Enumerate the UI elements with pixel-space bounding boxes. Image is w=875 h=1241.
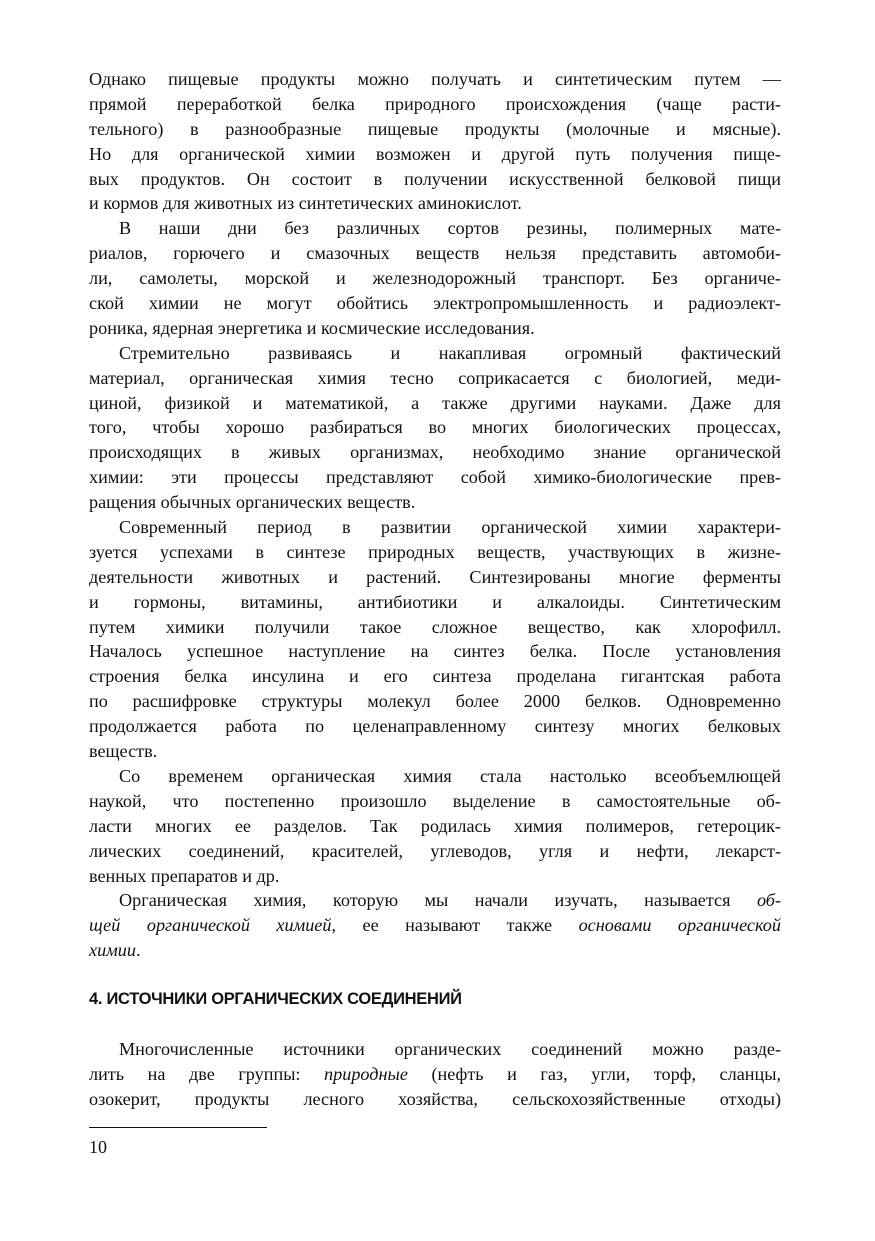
text-line xyxy=(89,117,781,142)
text-segment: ращения обычных органических веществ. xyxy=(89,492,416,513)
text-line xyxy=(89,366,781,391)
text-segment: ской химии не могут обойтись электропромышленность и радиоэлект- xyxy=(89,293,781,314)
text-segment: вых продуктов. Он состоит в получении искусственной белковой пищи xyxy=(89,168,781,189)
italic-term: природные xyxy=(324,1063,408,1084)
text-line xyxy=(89,216,781,241)
text-segment: Многочисленные источники органических соединений можно разде- xyxy=(119,1038,781,1059)
text-segment: лических соединений, красителей, углеводов, угля и нефти, лекарст- xyxy=(89,840,781,861)
italic-term: основами органической xyxy=(578,915,781,936)
text-line xyxy=(89,515,781,540)
text-line xyxy=(89,1087,781,1112)
text-segment: путем химики получили такое сложное вещество, как хлорофилл. xyxy=(89,616,781,637)
text-line xyxy=(89,415,781,440)
page-number: 10 xyxy=(89,1137,107,1157)
text-line xyxy=(89,291,781,316)
text-after-heading xyxy=(89,1037,781,1112)
text-segment: Но для органической химии возможен и другой путь получения пище- xyxy=(89,143,781,164)
paragraph xyxy=(89,764,781,888)
text-segment: (нефть и газ, угли, торф, сланцы, xyxy=(407,1063,782,1084)
text-line xyxy=(89,639,781,664)
text-line xyxy=(89,167,781,192)
text-segment: ли, самолеты, морской и железнодорожный транспорт. Без органиче- xyxy=(89,268,781,289)
text-line xyxy=(89,888,781,913)
text-line xyxy=(89,142,781,167)
text-line xyxy=(89,1037,781,1062)
text-segment: наукой, что постепенно произошло выделение в самостоятельные об- xyxy=(89,790,781,811)
text-line xyxy=(89,938,781,963)
text-segment: происходящих в живых организмах, необходимо знание органической xyxy=(89,442,781,463)
section-heading: 4. ИСТОЧНИКИ ОРГАНИЧЕСКИХ СОЕДИНЕНИЙ xyxy=(89,990,462,1009)
paragraph xyxy=(89,1037,781,1112)
footer-rule xyxy=(89,1127,267,1128)
text-line xyxy=(89,92,781,117)
text-segment: роника, ядерная энергетика и космические исследования. xyxy=(89,317,535,338)
text-line xyxy=(89,191,781,216)
text-segment: по расшифровке структуры молекул более 2000 белков. Одновременно xyxy=(89,691,781,712)
text-before-heading xyxy=(89,67,781,963)
paragraph xyxy=(89,67,781,216)
text-segment: лить на две группы: xyxy=(89,1063,325,1084)
text-segment: деятельности животных и растений. Синтезированы многие ферменты xyxy=(89,566,781,587)
text-line xyxy=(89,490,781,515)
text-segment: веществ. xyxy=(89,741,158,762)
paragraph xyxy=(89,888,781,963)
text-segment: озокерит, продукты лесного хозяйства, сельскохозяйственные отходы) xyxy=(89,1088,781,1109)
text-segment: Стремительно развиваясь и накапливая огромный фактический xyxy=(119,342,781,363)
text-line xyxy=(89,839,781,864)
text-line xyxy=(89,241,781,266)
paragraph xyxy=(89,341,781,515)
text-segment: В наши дни без различных сортов резины, полимерных мате- xyxy=(119,218,781,239)
text-line xyxy=(89,689,781,714)
italic-term: химии xyxy=(89,940,136,961)
text-line xyxy=(89,714,781,739)
text-segment: Однако пищевые продукты можно получать и синтетическим путем — xyxy=(89,69,781,89)
text-line xyxy=(89,67,781,92)
text-segment: риалов, горючего и смазочных веществ нельзя представить автомоби- xyxy=(89,243,781,264)
text-segment: материал, органическая химия тесно соприкасается с биологией, меди- xyxy=(89,367,781,388)
text-segment: Началось успешное наступление на синтез белка. После установления xyxy=(89,641,781,662)
italic-term: об- xyxy=(756,890,781,911)
paragraph xyxy=(89,515,781,764)
text-segment: зуется успехами в синтезе природных веществ, участвующих в жизне- xyxy=(89,541,781,562)
text-line xyxy=(89,590,781,615)
text-line xyxy=(89,1062,781,1087)
text-segment: ласти многих ее разделов. Так родилась химия полимеров, гетероцик- xyxy=(89,815,781,836)
text-line xyxy=(89,465,781,490)
text-segment: и гормоны, витамины, антибиотики и алкалоиды. Синтетическим xyxy=(89,591,781,612)
text-segment: того, чтобы хорошо разбираться во многих биологических процессах, xyxy=(89,417,781,438)
text-line xyxy=(89,789,781,814)
text-line xyxy=(89,565,781,590)
italic-term: щей органической химией xyxy=(89,915,332,936)
text-segment: Органическая химия, которую мы начали изучать, называется xyxy=(119,890,757,911)
page-body xyxy=(89,67,781,1112)
text-segment: строения белка инсулина и его синтеза проделана гигантская работа xyxy=(89,666,781,687)
text-line xyxy=(89,739,781,764)
text-line xyxy=(89,540,781,565)
text-line xyxy=(89,664,781,689)
paragraph xyxy=(89,216,781,340)
text-segment: . xyxy=(135,940,141,961)
text-segment: и кормов для животных из синтетических аминокислот. xyxy=(89,193,522,214)
text-line xyxy=(89,391,781,416)
text-line xyxy=(89,814,781,839)
text-line xyxy=(89,341,781,366)
text-segment: , ее называют также xyxy=(331,915,579,936)
text-segment: циной, физикой и математикой, а также другими науками. Даже для xyxy=(89,392,781,413)
text-line xyxy=(89,266,781,291)
text-line xyxy=(89,316,781,341)
text-line xyxy=(89,764,781,789)
text-segment: Современный период в развитии органической химии характери- xyxy=(119,517,781,538)
text-segment: тельного) в разнообразные пищевые продукты (молочные и мясные). xyxy=(89,118,781,139)
text-line xyxy=(89,615,781,640)
text-segment: прямой переработкой белка природного происхождения (чаще расти- xyxy=(89,93,781,114)
text-line xyxy=(89,913,781,938)
text-segment: продолжается работа по целенаправленному синтезу многих белковых xyxy=(89,716,781,737)
text-segment: Со временем органическая химия стала настолько всеобъемлющей xyxy=(119,765,781,786)
text-segment: химии: эти процессы представляют собой химико-биологические прев- xyxy=(89,467,781,488)
text-line xyxy=(89,864,781,889)
text-line xyxy=(89,440,781,465)
text-segment: венных препаратов и др. xyxy=(89,865,280,886)
